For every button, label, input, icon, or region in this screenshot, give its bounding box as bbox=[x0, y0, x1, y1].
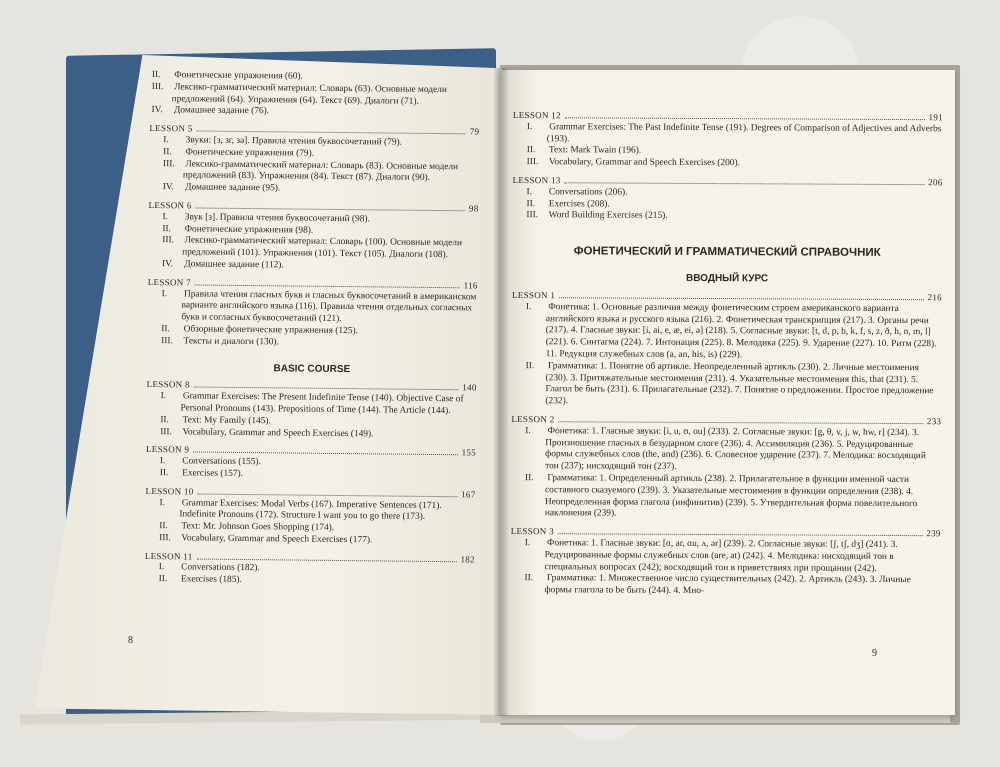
basic-lessons-continued bbox=[512, 110, 943, 224]
entry-text: Word Building Exercises (215). bbox=[548, 210, 668, 222]
leader-dots bbox=[558, 421, 922, 424]
basic-lessons bbox=[145, 379, 477, 589]
entry-numeral: III. bbox=[161, 335, 173, 346]
toc-entry bbox=[523, 473, 941, 522]
entry-text: Лексико-грамматический материал: Словарь (100). Основные модели предложений (101). Упражнения (101). Текст (105). Диалоги (108). bbox=[182, 235, 463, 261]
lesson-entries bbox=[148, 212, 479, 274]
entry-text: Grammar Exercises: Modal Verbs (167). Imperative Sentences (171). Indefinite Pronouns (172). Structure I want you to go there (173). bbox=[179, 497, 442, 523]
entry-numeral: I. bbox=[159, 497, 165, 508]
leader-dots bbox=[565, 117, 925, 120]
entry-text: Exercises (208). bbox=[548, 198, 610, 210]
entry-numeral: II. bbox=[160, 414, 169, 425]
entry-text: Звуки: [з, зг, зə]. Правила чтения буквосочетаний (79). bbox=[185, 135, 403, 148]
lesson-page-number: 116 bbox=[463, 280, 478, 291]
entry-text: Exercises (185). bbox=[180, 574, 242, 586]
entry-text: Фонетические упражнения (79). bbox=[185, 147, 315, 159]
entry-numeral: II. bbox=[163, 146, 172, 158]
lesson-entries bbox=[511, 302, 942, 410]
leader-dots bbox=[193, 452, 457, 456]
toc-entry bbox=[158, 391, 476, 418]
entry-numeral: I. bbox=[161, 288, 168, 299]
entry-text: Фонетика: 1. Основные различия между фонетическим строем американского варианта английского языка и русского языка (216). 2. Фонетическая транскрипция (217). 3. Органы речи (217). 4. Гласные звуки: [i, ai, e, æ, ei, ə] (218). 5. Согласные звуки: [t, d, p, b, k, f, s, z, ð, h, n, m, l] (221). 6. Синтагма (224). 7. Интонация (225). 8. Мелодика (225). 9. Ударение (227). 10. Ритм (228). 11. Редукция служебных слов (a, an, his, is) (229). bbox=[545, 301, 937, 361]
lesson-title: LESSON 6 bbox=[148, 199, 192, 211]
lesson-entries bbox=[149, 135, 480, 197]
intro-course-heading: ВВОДНЫЙ КУРС bbox=[685, 273, 769, 285]
leader-dots bbox=[198, 493, 458, 497]
lesson-title: LESSON 7 bbox=[147, 276, 191, 288]
entry-numeral: II. bbox=[159, 521, 168, 532]
toc-entry bbox=[161, 159, 479, 186]
toc-entry bbox=[158, 427, 476, 442]
entry-text: Conversations (182). bbox=[181, 562, 260, 574]
entry-numeral: I. bbox=[163, 135, 169, 146]
reference-lessons bbox=[510, 290, 942, 599]
lesson-page-number: 191 bbox=[928, 112, 943, 123]
entry-numeral: II. bbox=[162, 223, 171, 234]
entry-numeral: II. bbox=[159, 468, 169, 479]
entry-text: Грамматика: 1. Понятие об артикле. Неопределенный артикль (230). 2. Личные местоимения (230). 3. Притяжательные местоимения (231). 4. Указательные местоимения this, that (231). 5. Глагол be быть (231). 6. Прилагательные (232). 7. Понятие о предложении. Простое предложение (232). bbox=[545, 360, 934, 407]
entry-text: Фонетика: 1. Гласные звуки: [i, u, ʊ, ou] (233). 2. Согласные звуки: [g, θ, v, j, w, hw, r] (234). 3. Произношение гласных в безударном слоге (236). 4. Ассимиляция (236). 5. Редуцированные формы служебных слов (the, and) (236). 6. Словесное ударение (237). 7. Мелодика: восходящий тон (237); нисходящий тон (237). bbox=[545, 425, 926, 472]
lesson-title: LESSON 13 bbox=[512, 174, 561, 186]
toc-entry bbox=[159, 289, 477, 328]
entry-text: Conversations (206). bbox=[548, 186, 628, 198]
entry-numeral: III. bbox=[162, 158, 175, 169]
entry-text: Домашнее задание (76). bbox=[173, 105, 270, 117]
toc-entry bbox=[157, 533, 475, 548]
lesson-entries bbox=[147, 289, 478, 351]
entry-numeral: IV. bbox=[162, 182, 174, 193]
entry-text: Грамматика: 1. Множественное число существительных (242). 2. Артикль (243). 3. Личные формы глагола to be быть (244). 4. Мно- bbox=[544, 573, 911, 597]
lesson-title: LESSON 1 bbox=[511, 289, 556, 301]
lesson-title: LESSON 11 bbox=[144, 550, 193, 562]
page-number-right: 9 bbox=[872, 648, 877, 659]
lesson-entries bbox=[145, 497, 475, 548]
toc-entry bbox=[161, 182, 479, 197]
toc-entry bbox=[522, 573, 940, 599]
toc-entry bbox=[160, 235, 478, 262]
entry-text: Фонетические упражнения (98). bbox=[184, 223, 314, 236]
continued-items bbox=[150, 70, 480, 121]
entry-text: Правила чтения гласных букв и гласных буквосочетаний в американском варианте английского языка (116). Правила чтения отдельных согласных букв и согласных буквосочетаний (121). bbox=[181, 288, 477, 325]
page-number-left: 8 bbox=[128, 635, 133, 646]
entry-numeral: II. bbox=[525, 472, 534, 484]
lesson-title: LESSON 10 bbox=[145, 485, 194, 497]
entry-numeral: II. bbox=[526, 145, 536, 156]
entry-text: Лексико-грамматический материал: Словарь (63). Основные модели предложений (64). Упражнения (64). Текст (69). Диалоги (71). bbox=[171, 82, 447, 107]
entry-text: Vocabulary, Grammar and Speech Exercises (200). bbox=[548, 157, 740, 169]
toc-entry bbox=[525, 122, 943, 148]
entry-numeral: III. bbox=[151, 81, 164, 92]
entry-text: Vocabulary, Grammar and Speech Exercises (149). bbox=[182, 426, 374, 439]
entry-numeral: I. bbox=[526, 121, 533, 132]
lesson-page-number: 155 bbox=[461, 447, 477, 458]
entry-numeral: II. bbox=[526, 198, 536, 209]
entry-text: Фонетические упражнения (60). bbox=[174, 70, 303, 82]
intro-lessons bbox=[147, 123, 479, 351]
lesson-page-number: 216 bbox=[927, 292, 943, 303]
entry-text: Grammar Exercises: The Present Indefinite Tense (140). Objective Case of Personal Pronouns (143). Prepositions of Time (144). The Article (144). bbox=[180, 391, 464, 417]
lesson-title: LESSON 2 bbox=[511, 413, 555, 425]
entry-numeral: I. bbox=[525, 425, 531, 436]
toc-entry bbox=[150, 105, 480, 120]
lesson-page-number: 239 bbox=[926, 528, 941, 539]
entry-text: Домашнее задание (95). bbox=[185, 182, 281, 194]
toc-entry bbox=[524, 302, 942, 363]
lesson-page-number: 233 bbox=[926, 416, 942, 427]
entry-numeral: II. bbox=[524, 573, 534, 584]
lesson-title: LESSON 8 bbox=[146, 379, 190, 390]
toc-entry bbox=[159, 336, 477, 351]
entry-text: Text: Mr. Johnson Goes Shopping (174). bbox=[181, 521, 335, 534]
entry-text: Обзорные фонетические упражнения (125). bbox=[183, 324, 359, 337]
leader-dots bbox=[559, 297, 923, 300]
right-toc bbox=[510, 104, 943, 599]
lesson-entries bbox=[512, 187, 942, 225]
lesson-page-number: 206 bbox=[928, 177, 943, 188]
lesson-entries bbox=[511, 426, 941, 523]
reference-heading: ФОНЕТИЧЕСКИЙ И ГРАММАТИЧЕСКИЙ СПРАВОЧНИК bbox=[573, 245, 881, 260]
entry-numeral: I. bbox=[525, 301, 532, 312]
lesson-entries bbox=[146, 391, 476, 442]
entry-text: Text: Mark Twain (196). bbox=[548, 145, 642, 157]
book-gutter bbox=[494, 68, 508, 716]
entry-numeral: I. bbox=[162, 211, 168, 222]
toc-entry bbox=[158, 468, 476, 483]
entry-numeral: II. bbox=[158, 574, 168, 585]
entry-text: Grammar Exercises: The Past Indefinite Tense (191). Degrees of Comparison of Adjectives and Adverbs (193). bbox=[546, 121, 942, 144]
leader-dots bbox=[196, 207, 465, 211]
leader-dots bbox=[194, 387, 458, 391]
entry-text: Домашнее задание (112). bbox=[184, 259, 284, 271]
entry-numeral: II. bbox=[161, 324, 170, 335]
entry-numeral: IV. bbox=[161, 259, 174, 270]
leader-dots bbox=[195, 284, 460, 288]
lesson-page-number: 140 bbox=[462, 382, 477, 393]
leader-dots bbox=[197, 131, 466, 135]
entry-text: Фонетика: 1. Гласные звуки: [ɑ, ar, ɑu, ʌ, ər] (239). 2. Согласные звуки: [ʃ, tʃ, dʒ] (241). 3. Редуцированные формы служебных слов (are, at) (242). 4. Мелодика: нисходящий тон в специальных вопросах (242); восходящий тон в приветствиях при прощании (242). bbox=[544, 538, 898, 574]
lesson-page-number: 79 bbox=[469, 126, 480, 137]
entry-numeral: I. bbox=[160, 391, 167, 402]
entry-numeral: I. bbox=[158, 562, 165, 573]
lesson-title: LESSON 12 bbox=[512, 109, 561, 121]
lesson-entries bbox=[146, 456, 476, 483]
lesson-page-number: 182 bbox=[460, 553, 475, 565]
entry-text: Звук [з]. Правила чтения буквосочетаний (98). bbox=[184, 212, 370, 225]
entry-numeral: IV. bbox=[151, 105, 163, 116]
entry-text: Conversations (155). bbox=[182, 456, 261, 468]
entry-text: Лексико-грамматический материал: Словарь (83). Основные модели предложений (83). Упражнения (84). Текст (87). Диалоги (90). bbox=[182, 158, 459, 184]
entry-text: Тексты и диалоги (130). bbox=[183, 336, 279, 348]
lesson-page-number: 98 bbox=[468, 203, 479, 214]
lesson-title: LESSON 5 bbox=[149, 123, 193, 134]
toc-entry bbox=[157, 498, 475, 525]
left-toc bbox=[145, 70, 480, 590]
entry-numeral: III. bbox=[160, 426, 172, 437]
toc-entry bbox=[523, 426, 941, 475]
lesson-entries bbox=[510, 538, 940, 599]
entry-numeral: III. bbox=[162, 235, 174, 246]
lesson-title: LESSON 3 bbox=[510, 526, 554, 537]
lesson-entries bbox=[145, 562, 475, 589]
entry-numeral: III. bbox=[526, 210, 539, 221]
entry-numeral: II. bbox=[151, 70, 161, 81]
toc-entry bbox=[524, 210, 942, 224]
toc-entry bbox=[523, 538, 941, 576]
entry-numeral: I. bbox=[526, 186, 533, 197]
entry-numeral: III. bbox=[526, 157, 539, 168]
toc-entry bbox=[523, 361, 941, 410]
basic-course-heading: BASIC COURSE bbox=[273, 362, 351, 375]
leader-dots bbox=[197, 558, 457, 562]
entry-numeral: II. bbox=[525, 360, 535, 371]
entry-text: Text: My Family (145). bbox=[182, 415, 271, 427]
entry-text: Грамматика: 1. Определенный артикль (238). 2. Прилагательное в функции именной части составного сказуемого (239). 3. Указательные местоимения в функции определения (238). 4. Неопределенная форма глагола (инфинитив) (239). 5. Утвердительная форма повелительного наклонения (239). bbox=[544, 473, 918, 519]
leader-dots bbox=[558, 533, 922, 536]
lesson-entries bbox=[513, 122, 943, 171]
entry-text: Vocabulary, Grammar and Speech Exercises (177). bbox=[181, 533, 373, 546]
entry-numeral: I. bbox=[524, 537, 531, 549]
toc-entry bbox=[525, 157, 943, 171]
leader-dots bbox=[565, 182, 925, 185]
entry-numeral: I. bbox=[159, 456, 166, 467]
entry-text: Exercises (157). bbox=[182, 468, 244, 479]
lesson-page-number: 167 bbox=[461, 488, 476, 500]
lesson-title: LESSON 9 bbox=[145, 444, 190, 455]
entry-numeral: III. bbox=[159, 533, 171, 544]
